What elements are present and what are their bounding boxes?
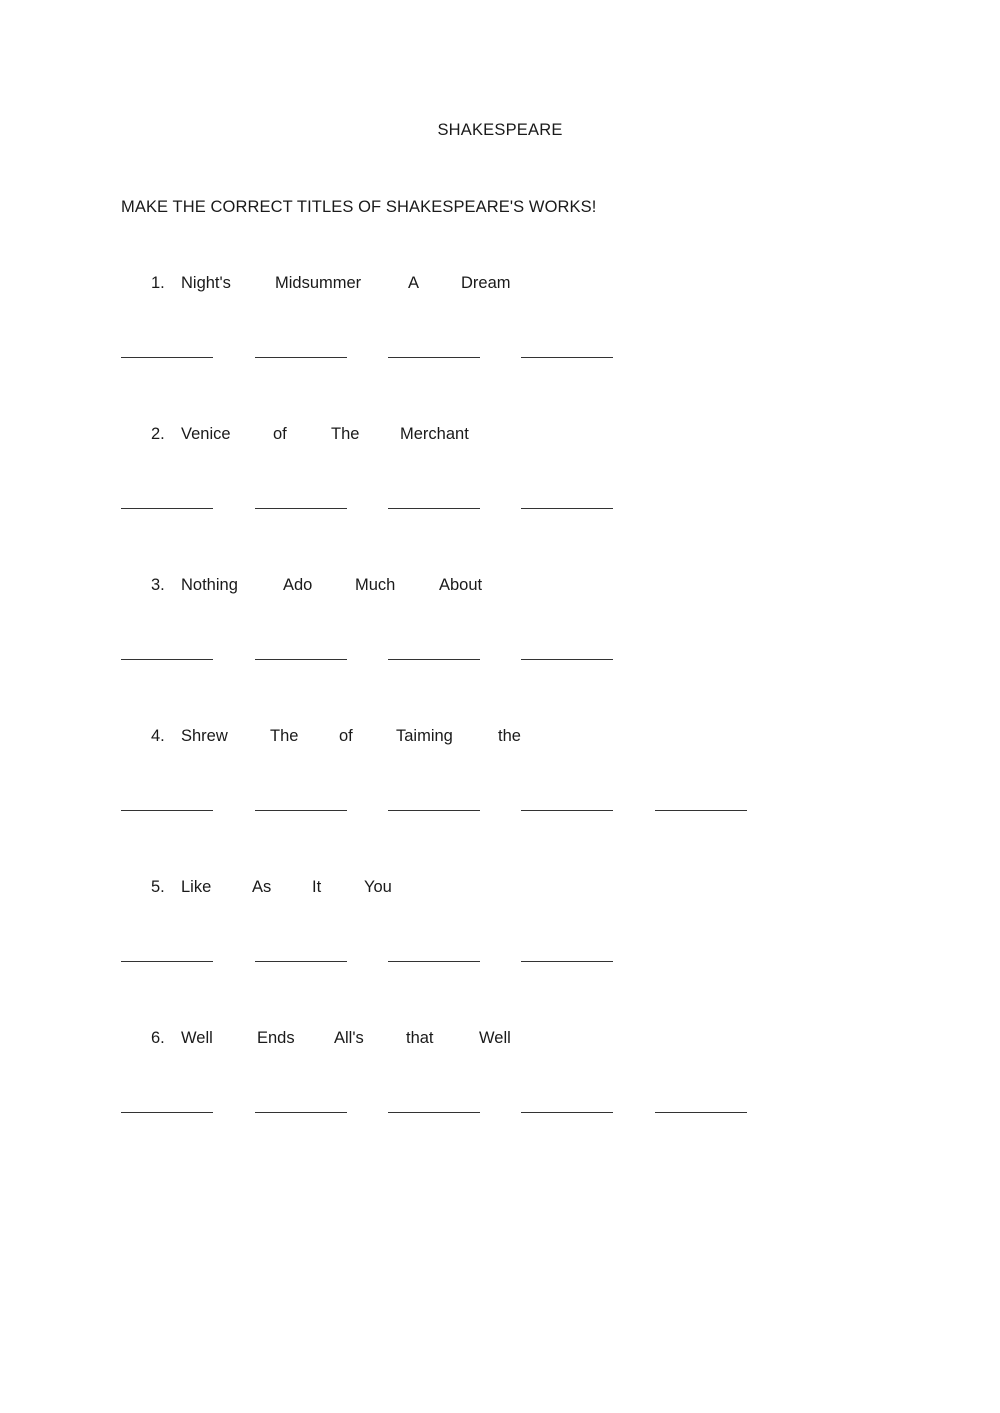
- answer-blank[interactable]: [255, 810, 347, 811]
- scrambled-word: Night's: [181, 274, 231, 292]
- scrambled-word: Nothing: [181, 576, 238, 594]
- scrambled-word: The: [270, 727, 299, 745]
- scrambled-word: Like: [181, 878, 212, 896]
- answer-blank[interactable]: [388, 961, 480, 962]
- scrambled-word: Much: [355, 576, 396, 594]
- scrambled-word: that: [406, 1029, 434, 1047]
- question-number: 2.: [151, 425, 165, 443]
- scrambled-word: Shrew: [181, 727, 228, 745]
- answer-blank[interactable]: [121, 961, 213, 962]
- answer-blank[interactable]: [255, 508, 347, 509]
- scrambled-word: You: [364, 878, 392, 896]
- answer-blank[interactable]: [121, 659, 213, 660]
- scrambled-word: of: [339, 727, 353, 745]
- answer-blank[interactable]: [521, 810, 613, 811]
- answer-blank[interactable]: [255, 961, 347, 962]
- question-number: 5.: [151, 878, 165, 896]
- scrambled-word: A: [408, 274, 420, 292]
- scrambled-word: About: [439, 576, 483, 594]
- scrambled-word: The: [331, 425, 360, 443]
- answer-blank[interactable]: [388, 1112, 480, 1113]
- answer-blank[interactable]: [121, 810, 213, 811]
- scrambled-word: the: [498, 727, 521, 745]
- scrambled-word: Ends: [257, 1029, 295, 1047]
- question-number: 4.: [151, 727, 165, 745]
- scrambled-word: Midsummer: [275, 274, 362, 292]
- scrambled-word: Well: [181, 1029, 213, 1047]
- scrambled-word: Dream: [461, 274, 511, 292]
- scrambled-word: Venice: [181, 425, 231, 443]
- instruction-text: MAKE THE CORRECT TITLES OF SHAKESPEARE'S WORKS!: [121, 198, 597, 216]
- answer-blank[interactable]: [521, 508, 613, 509]
- scrambled-word: Well: [479, 1029, 511, 1047]
- answer-blank[interactable]: [388, 659, 480, 660]
- answer-blank[interactable]: [121, 508, 213, 509]
- question-number: 1.: [151, 274, 165, 292]
- scrambled-word: All's: [334, 1029, 364, 1047]
- answer-blank[interactable]: [655, 1112, 747, 1113]
- answer-blank[interactable]: [255, 659, 347, 660]
- answer-blank[interactable]: [388, 810, 480, 811]
- answer-blank[interactable]: [388, 508, 480, 509]
- question-number: 3.: [151, 576, 165, 594]
- scrambled-word: It: [312, 878, 322, 896]
- scrambled-word: of: [273, 425, 287, 443]
- scrambled-word: Merchant: [400, 425, 469, 443]
- answer-blank[interactable]: [521, 659, 613, 660]
- answer-blank[interactable]: [521, 961, 613, 962]
- answer-blank[interactable]: [121, 1112, 213, 1113]
- scrambled-word: As: [252, 878, 272, 896]
- scrambled-word: Ado: [283, 576, 313, 594]
- answer-blank[interactable]: [521, 1112, 613, 1113]
- scrambled-word: Taiming: [396, 727, 453, 745]
- answer-blank[interactable]: [121, 357, 213, 358]
- answer-blank[interactable]: [255, 1112, 347, 1113]
- answer-blank[interactable]: [255, 357, 347, 358]
- answer-blank[interactable]: [655, 810, 747, 811]
- question-number: 6.: [151, 1029, 165, 1047]
- page-title: SHAKESPEARE: [437, 121, 563, 139]
- answer-blank[interactable]: [388, 357, 480, 358]
- answer-blank[interactable]: [521, 357, 613, 358]
